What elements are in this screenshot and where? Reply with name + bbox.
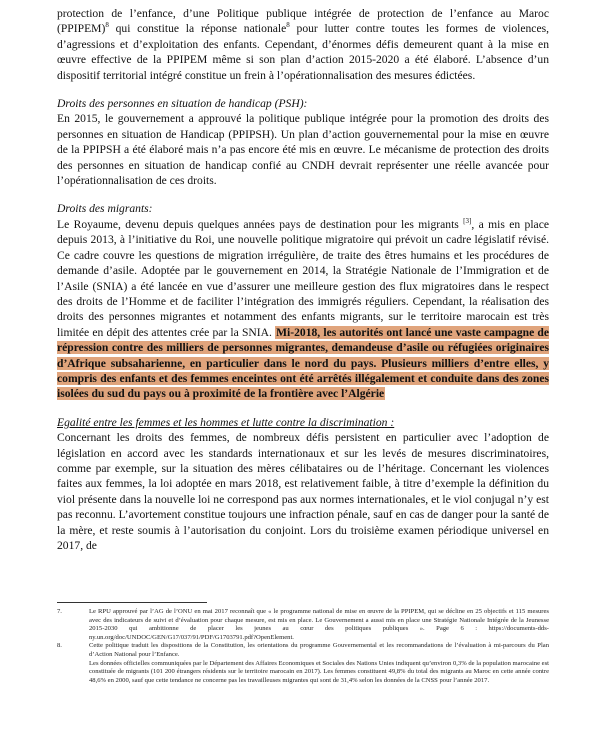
migrants-paragraph — [57, 217, 549, 402]
egalite-paragraph: Concernant les droits des femmes, de nombreux défis persistent en particulier avec l’adoption de législation en accord avec les standards internationaux et sur les levés de mesures discriminatoires, comme par exemple, sur la situation des mères célibataires ou de l’héritage. Concernant les violences faites aux femmes, la loi adoptée en mars 2018, est relativement faible, à titre d’exemple la définition du viol présente dans la nouvelle loi ne correspond pas aux normes internationales, et le viol conjugal n’y est pas reconnu. L’avortement constitue toujours une infraction pénale, sauf en cas de danger pour la santé de la mère, et reste soumis à l’autorisation du conjoint. Lors du troisième examen périodique universel en 2017, de — [57, 431, 549, 552]
migrants-text-2: , a mis en place depuis 2013, à l’initiative du Roi, une nouvelle politique migratoire qui prévoit un cadre législatif révisé. Ce cadre couvre les questions de migration irrégulière, de traite des êtres humains et les procédures de demande d’asile. Adoptée par le gouvernement en 2014, la Stratégie Nationale de l’Immigration et de l’Asile (SNIA) a été lancée en vue d’assurer une meilleure gestion des flux migratoires dans le respect des droits de l’Homme et de faciliter l’intégration des immigrés réguliers. Cependant, la réalisation des droits des personnes migrantes et notamment des enfants migrants, sur le territoire marocain est très limitée en dépit des attentes crée par la SNIA. — [57, 217, 549, 339]
reference-marker[interactable]: [3] — [463, 217, 472, 226]
highlighted-passage: Mi-2018, les autorités ont lancé une vaste campagne de répression contre des milliers de personnes migrantes, demandeuse d’asile ou réfugiées originaires d’Afrique subsaharienne, en particulier dans le nord du pays. Plusieurs milliers d’entre elles, y compris des enfants et des femmes enceintes ont été arrêtés illégalement et conduite dans des zones isolées du sud du pays ou à proximité de la frontière avec l’Algérie — [57, 325, 549, 401]
intro-text-1: protection de l’enfance, d’une Politique publique intégrée de protection de l’enfance au Maroc (PPIPEM) — [57, 7, 549, 36]
footnotes — [57, 608, 549, 685]
footnote-number: 8. — [57, 642, 62, 650]
footnote-item — [57, 608, 549, 642]
migrants-heading: Droits des migrants: — [57, 202, 153, 216]
intro-paragraph — [57, 6, 549, 83]
egalite-heading: Egalité entre les femmes et les hommes et lutte contre la discrimination : — [57, 415, 395, 429]
footnote-item — [57, 642, 549, 685]
footnote-divider — [57, 602, 207, 603]
intro-text-2: qui constitue la réponse nationale — [108, 22, 287, 36]
footnote-text: Le RPU approuvé par l’AG de l’ONU en mai 2017 reconnaît que « le programme national de mise en œuvre de la PPIPEM, qui se décline en 25 objectifs et 115 mesures avec des indicateurs de suivi et d’évaluation pour chaque mesure, est mis en place. Le Gouvernement a aussi mis en place une Stratégie Nationale Intégrée de la Jeunesse 2015-2030 qui ambitionne de placer les jeunes au cœur des politiques publiques ». Page 6 : https://documents-dds-ny.un.org/doc/UNDOC/GEN/G17/037/91/PDF/G1703791.pdf?OpenElement. — [89, 608, 549, 641]
handicap-paragraph: En 2015, le gouvernement a approuvé la politique publique intégrée pour la promotion des droits des personnes en situation de Handicap (PPIPSH). Un plan d’action gouvernemental pour la mise en œuvre de la PPIPSH a été élaboré mais n’a pas encore été mis en œuvre. Le mécanisme de protection des droits des personnes en situation de handicap confié au CNDH devrait représenter une réelle avancée pour l’opérationnalisation de ces droits. — [57, 112, 549, 188]
footnote-text: Cette politique traduit les dispositions de la Constitution, les orientations du programme Gouvernemental et les recommandations de l’évaluation à mi-parcours du Plan d’Action National pour l’Enfance. — [89, 642, 549, 658]
footnote-ref[interactable]: 8 — [105, 21, 109, 30]
intro-text-3: pour lutter contre toutes les formes de violences, d’agressions et d’exploitation des enfants. Cependant, d’énormes défis demeurent quant à la mise en œuvre effective de la PPIPEM même si son plan d’action 2015-2020 a été élaboré. L’absence d’un dispositif territorial intégré constitue un frein à l’opérationnalisation des mesures édictées. — [57, 22, 550, 82]
body-text — [57, 6, 549, 553]
footnote-number: 7. — [57, 608, 62, 615]
migrants-text-1: Le Royaume, devenu depuis quelques années pays de destination pour les migrants — [57, 217, 464, 231]
footnote-ref[interactable]: 8 — [286, 21, 290, 30]
footnote-text: Les données officielles communiquées par le Département des Affaires Economiques et Sociales des Nations Unies indiquent qu’environ 0,3% de la population marocaine est constituée de migrants (101 200 étrangers résidents sur le territoire marocain en 2017). Les femmes constituent 49,8% du total des migrants au Maroc en cette année contre 48,6% en 2000, sauf que cette tendance ne concerne pas les travailleuses migrantes qui sont de 31,4% selon les données de la CNSS pour l’année 2017. — [89, 659, 549, 684]
handicap-heading: Droits des personnes en situation de handicap (PSH): — [57, 97, 308, 111]
